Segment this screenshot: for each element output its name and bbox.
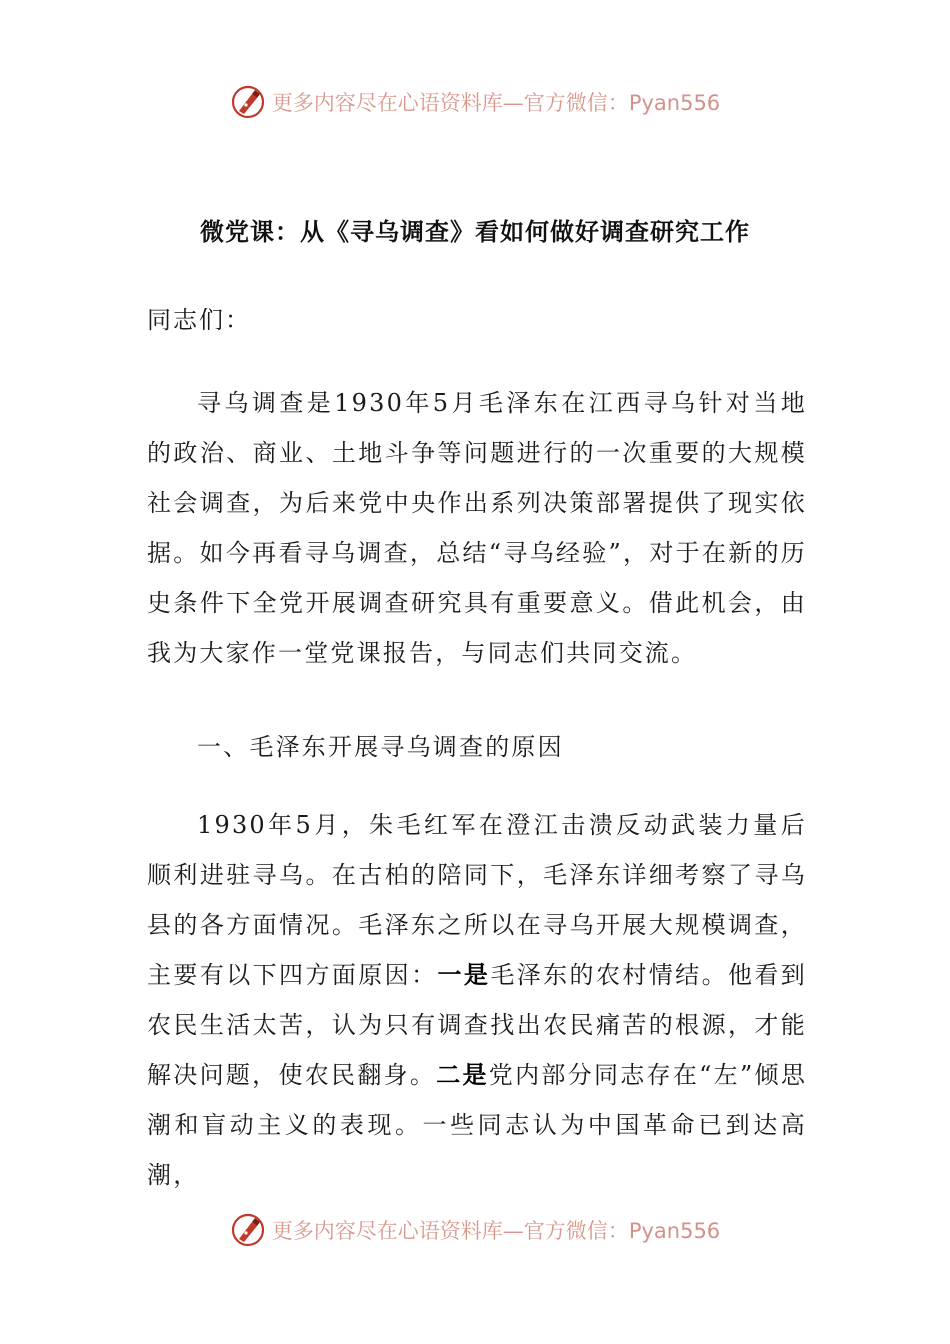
- document-title: 微党课：从《寻乌调查》看如何做好调查研究工作: [200, 217, 750, 246]
- wechat-id: Pyan556: [628, 91, 721, 115]
- watermark-text: 更多内容尽在心语资料库—官方微信：Pyan556: [271, 91, 721, 115]
- reason-label-1: 一是: [437, 960, 491, 989]
- reason-text-2: 党内部分同志存在“左”倾思潮和盲动主义的表现。一些同志认为中国革命已到达高潮，: [147, 1061, 808, 1189]
- reason-text-1: 毛泽东的农村情结。他看到农民生活太苦，认为只有调查找出农民痛苦的根源，才能解决问题，使农民翻身。: [147, 961, 807, 1089]
- watermark-text: 更多内容尽在心语资料库—官方微信：Pyan556: [271, 1219, 721, 1243]
- reasons-intro: 1930年5月，朱毛红军在澄江击溃反动武装力量后顺利进驻寻乌。在古柏的陪同下，毛泽东详细考察了寻乌县的各方面情况。毛泽东之所以在寻乌开展大规模调查，主要有以下四方面原因：: [147, 811, 807, 989]
- section-heading-1: 一、毛泽东开展寻乌调查的原因: [197, 733, 564, 761]
- wechat-id: Pyan556: [628, 1219, 721, 1243]
- reason-label-2: 二是: [436, 1060, 489, 1089]
- salutation: 同志们：: [147, 306, 251, 334]
- pen-nib-circle-icon: [230, 84, 266, 120]
- paragraph-intro: 寻乌调查是1930年5月毛泽东在江西寻乌针对当地的政治、商业、土地斗争等问题进行的一次重要的大规模社会调查，为后来党中央作出系列决策部署提供了现实依据。如今再看寻乌调查，总结“寻乌经验”，对于在新的历史条件下全党开展调查研究具有重要意义。借此机会，由我为大家作一堂党课报告，与同志们共同交流。: [147, 389, 807, 667]
- pen-nib-circle-icon: [230, 1212, 266, 1248]
- watermark-banner-top: [0, 82, 950, 122]
- paragraph-reasons: [147, 800, 807, 1200]
- watermark-banner-bottom: [0, 1210, 950, 1250]
